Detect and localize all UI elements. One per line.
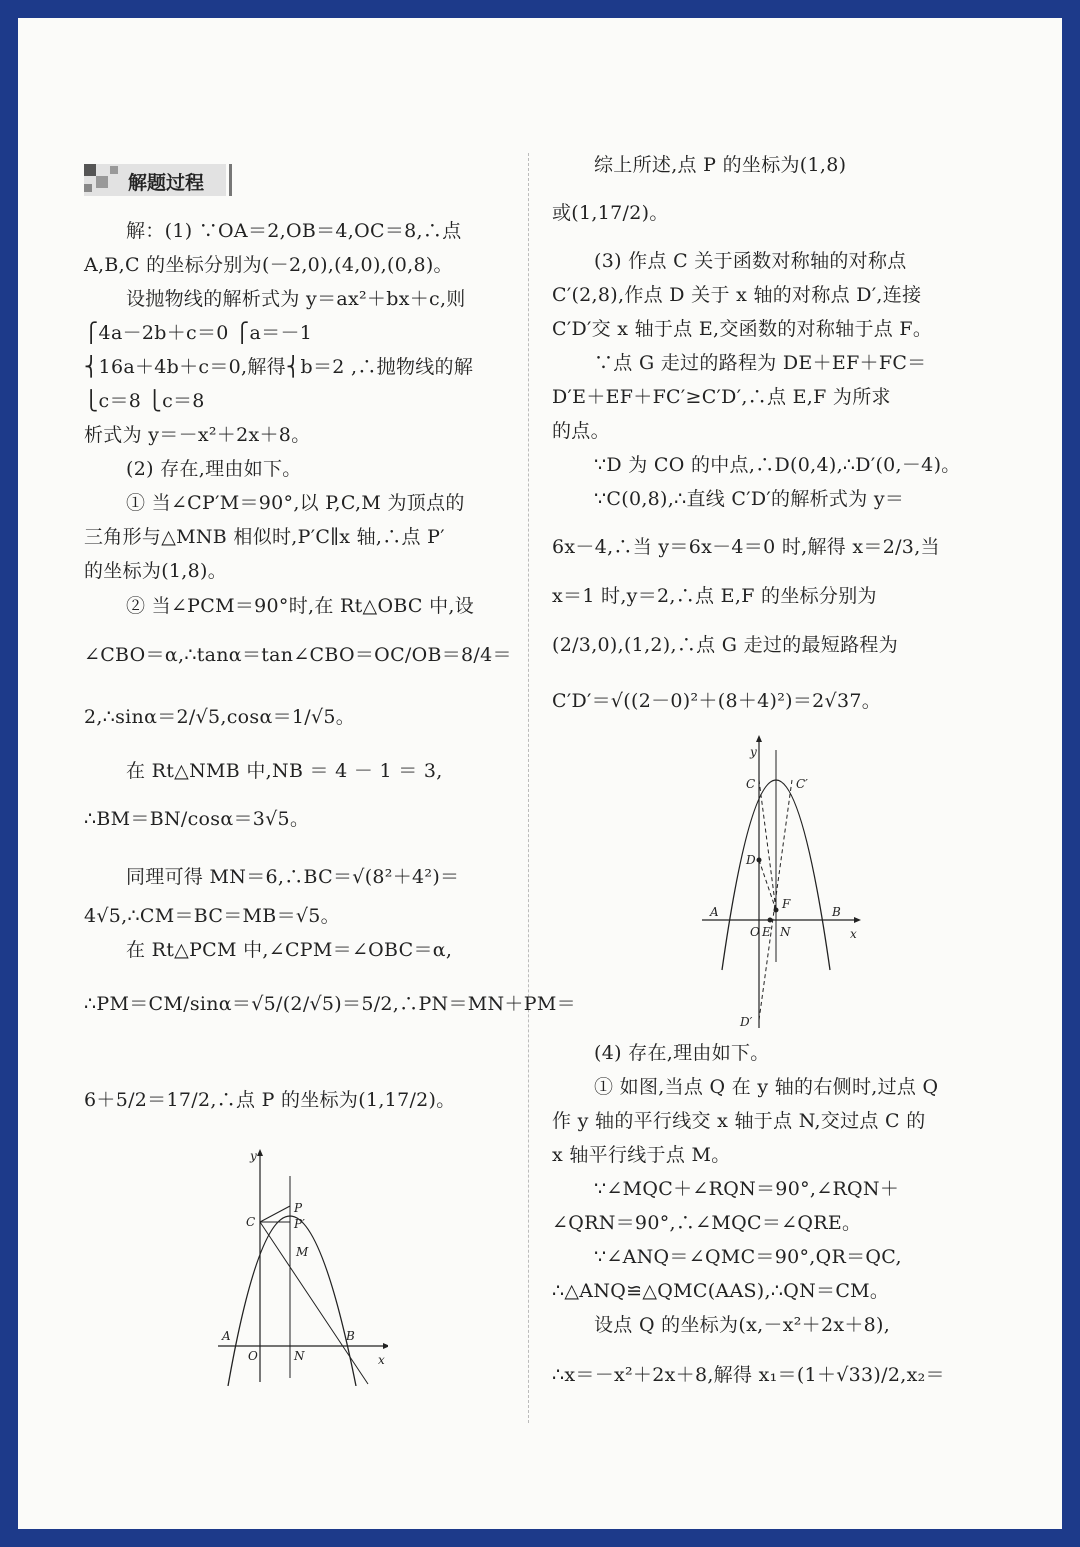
text-line: 设点 Q 的坐标为(x,－x²＋2x＋8), <box>594 1314 891 1336</box>
label-p: P <box>294 1201 303 1215</box>
label-o: O <box>248 1349 258 1363</box>
text-line: ∴BM＝BN/cosα＝3√5。 <box>84 808 310 830</box>
text-line: ∵∠MQC＋∠RQN＝90°,∠RQN＋ <box>594 1178 900 1200</box>
text-line: 三角形与△MNB 相似时,P′C∥x 轴,∴点 P′ <box>84 526 445 548</box>
text-line: ∵∠ANQ＝∠QMC＝90°,QR＝QC, <box>594 1246 902 1268</box>
y-axis-arrow-icon <box>756 735 762 742</box>
column-divider <box>528 153 529 1423</box>
x-axis-arrow-icon <box>854 917 861 923</box>
text-line: 的点。 <box>552 420 610 442</box>
text-line: x＝1 时,y＝2,∴点 E,F 的坐标分别为 <box>552 585 877 607</box>
text-line: 6x－4,∴当 y＝6x－4＝0 时,解得 x＝2/3,当 <box>552 536 940 558</box>
section-title: 解题过程 <box>128 172 205 194</box>
label-x: x <box>850 927 857 941</box>
text-line: 4√5,∴CM＝BC＝MB＝√5。 <box>84 905 340 927</box>
text-line: ∠QRN＝90°,∴∠MQC＝∠QRE。 <box>552 1212 862 1234</box>
label-y: y <box>250 1149 257 1163</box>
text-line: 析式为 y＝－x²＋2x＋8。 <box>84 424 311 446</box>
label-d: D <box>746 853 756 867</box>
text-line: ∵点 G 走过的路程为 DE＋EF＋FC＝ <box>594 352 927 374</box>
text-line: ⎩c＝8 ⎩c＝8 <box>84 390 205 412</box>
label-b: B <box>832 905 841 919</box>
label-c-prime: C′ <box>796 777 808 791</box>
text-line: ∴△ANQ≌△QMC(AAS),∴QN＝CM。 <box>552 1280 890 1302</box>
figure-2 <box>694 730 864 1030</box>
text-line: 2,∴sinα＝2/√5,cosα＝1/√5。 <box>84 706 356 728</box>
text-line: (4) 存在,理由如下。 <box>594 1042 770 1064</box>
text-line: C′(2,8),作点 D 关于 x 轴的对称点 D′,连接 <box>552 284 922 306</box>
header-square-icon <box>96 176 108 188</box>
figure-1 <box>208 1146 388 1386</box>
label-m: M <box>296 1245 309 1259</box>
label-o: O <box>750 925 760 939</box>
text-line: (2) 存在,理由如下。 <box>126 458 302 480</box>
y-axis-arrow-icon <box>257 1149 263 1156</box>
label-y: y <box>750 745 757 759</box>
label-n: N <box>294 1349 305 1363</box>
text-line: x 轴平行线于点 M。 <box>552 1144 731 1166</box>
text-line: 作 y 轴的平行线交 x 轴于点 N,交过点 C 的 <box>552 1110 926 1132</box>
line-cb <box>260 1222 368 1384</box>
label-d-prime: D′ <box>740 1015 753 1029</box>
label-e: E <box>762 925 771 939</box>
line-cp <box>260 1206 290 1222</box>
label-f: F <box>782 897 791 911</box>
label-c: C <box>246 1215 256 1229</box>
x-axis-arrow-icon <box>383 1343 388 1349</box>
text-line: ∵C(0,8),∴直线 C′D′的解析式为 y＝ <box>594 488 905 510</box>
text-line: C′D′＝√((2－0)²＋(8＋4)²)＝2√37。 <box>552 690 882 712</box>
text-line: 综上所述,点 P 的坐标为(1,8) <box>594 154 847 176</box>
text-line: ① 如图,当点 Q 在 y 轴的右侧时,过点 Q <box>594 1076 939 1098</box>
page <box>18 18 1062 1529</box>
text-line: (2/3,0),(1,2),∴点 G 走过的最短路程为 <box>552 634 899 656</box>
header-bar <box>229 164 232 196</box>
text-line: 或(1,17/2)。 <box>552 202 669 224</box>
point-e <box>768 918 773 923</box>
label-c: C <box>746 777 756 791</box>
point-d <box>757 858 762 863</box>
text-line: C′D′交 x 轴于点 E,交函数的对称轴于点 F。 <box>552 318 933 340</box>
text-line: ∴PM＝CM/sinα＝√5/(2/√5)＝5/2,∴PN＝MN＋PM＝ <box>84 993 576 1015</box>
text-line: 的坐标为(1,8)。 <box>84 560 228 582</box>
text-line: ∠CBO＝α,∴tanα＝tan∠CBO＝OC/OB＝8/4＝ <box>84 644 512 666</box>
section-header <box>84 164 226 196</box>
label-p-prime: P′ <box>294 1217 305 1231</box>
text-line: 设抛物线的解析式为 y＝ax²＋bx＋c,则 <box>126 288 466 310</box>
text-line: ② 当∠PCM＝90°时,在 Rt△OBC 中,设 <box>126 595 475 617</box>
line-d-e <box>759 860 776 910</box>
text-line: D′E＋EF＋FC′≥C′D′,∴点 E,F 为所求 <box>552 386 891 408</box>
line-c-f <box>759 780 776 910</box>
text-line: (3) 作点 C 关于函数对称轴的对称点 <box>594 250 907 272</box>
label-a: A <box>222 1329 231 1343</box>
text-line: ⎧4a－2b＋c＝0 ⎧a＝－1 <box>84 322 313 344</box>
text-line: 在 Rt△NMB 中,NB ＝ 4 － 1 ＝ 3, <box>126 760 443 782</box>
text-line: ∵D 为 CO 的中点,∴D(0,4),∴D′(0,－4)。 <box>594 454 961 476</box>
text-line: 解：(1) ∵OA＝2,OB＝4,OC＝8,∴点 <box>126 220 462 242</box>
label-n: N <box>780 925 791 939</box>
text-line: 在 Rt△PCM 中,∠CPM＝∠OBC＝α, <box>126 939 453 961</box>
text-line: 同理可得 MN＝6,∴BC＝√(8²＋4²)＝ <box>126 866 460 888</box>
header-square-icon <box>84 164 96 176</box>
label-a: A <box>710 905 719 919</box>
point-f <box>774 908 779 913</box>
header-square-icon <box>110 166 118 174</box>
label-b: B <box>346 1329 355 1343</box>
label-x: x <box>378 1353 385 1367</box>
text-line: ∴x＝－x²＋2x＋8,解得 x₁＝(1＋√33)/2,x₂＝ <box>552 1364 945 1386</box>
text-line: ① 当∠CP′M＝90°,以 P,C,M 为顶点的 <box>126 492 465 514</box>
text-line: 6＋5/2＝17/2,∴点 P 的坐标为(1,17/2)。 <box>84 1089 456 1111</box>
text-line: ⎨16a＋4b＋c＝0,解得⎨b＝2 ,∴抛物线的解 <box>84 356 474 378</box>
text-line: A,B,C 的坐标分别为(－2,0),(4,0),(0,8)。 <box>84 254 453 276</box>
header-square-icon <box>84 184 92 192</box>
